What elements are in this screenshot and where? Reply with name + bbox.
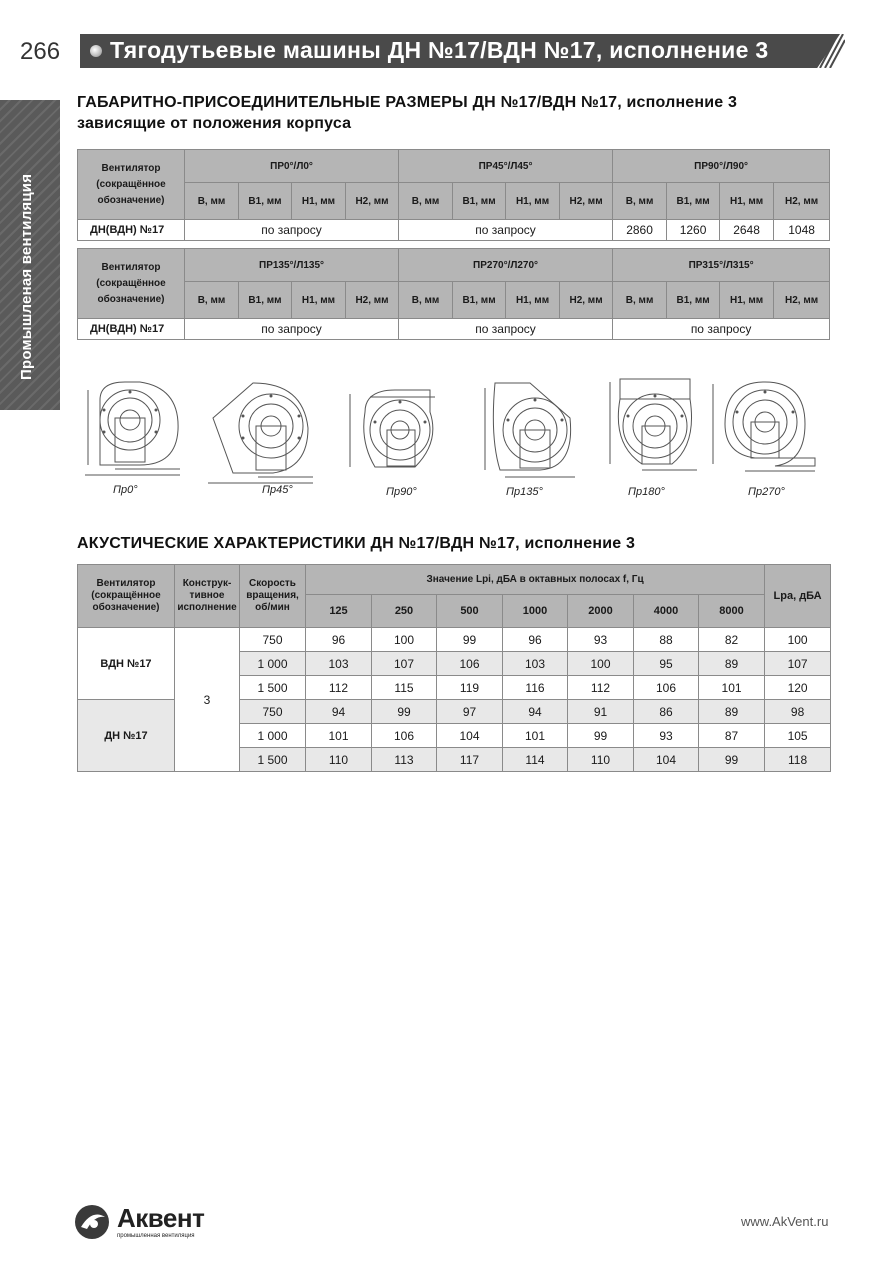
lpi-value: 82 [699,628,765,652]
diagram-caption: Пр0° [113,484,138,496]
lpi-value: 103 [306,652,372,676]
subcol-header: В1, мм [239,183,292,220]
lpi-value: 101 [699,676,765,700]
band-header: 250 [372,595,437,628]
subcol-header: В, мм [613,282,667,319]
fan-housing-pr270-icon [705,374,825,480]
speed-value: 1 500 [240,748,306,772]
fan-housing-pr180-icon [602,374,702,480]
subcol-header: Н2, мм [346,282,399,319]
lpi-value: 103 [503,652,568,676]
lpi-value: 99 [699,748,765,772]
band-header: 125 [306,595,372,628]
diagram-caption: Пр270° [748,486,785,498]
page-header [0,34,893,70]
lpi-value: 119 [437,676,503,700]
lpa-value: 98 [765,700,831,724]
subcol-header: Н1, мм [292,282,346,319]
fan-housing-pr45-icon [203,378,323,488]
lpi-value: 116 [503,676,568,700]
fan-name: ВДН №17 [78,628,175,700]
logo-name: Аквент [117,1203,205,1233]
subcol-header: Н1, мм [506,183,560,220]
lpa-value: 120 [765,676,831,700]
diagram-caption: Пр45° [262,484,293,496]
subcol-header: Н2, мм [560,183,613,220]
lpa-value: 105 [765,724,831,748]
bullet-icon [90,45,102,57]
diagram-caption: Пр135° [506,486,543,498]
subcol-header: Н2, мм [774,282,830,319]
lpi-value: 86 [634,700,699,724]
lpi-value: 106 [437,652,503,676]
lpi-value: 97 [437,700,503,724]
dimension-cell: по запросу [185,220,399,241]
dimension-value: 1048 [774,220,830,241]
lpi-value: 88 [634,628,699,652]
dimension-cell: по запросу [185,319,399,340]
stripes-icon [800,34,845,68]
lpi-value: 93 [568,628,634,652]
page-number: 266 [20,38,61,65]
subcol-header: Н2, мм [346,183,399,220]
execution-value: 3 [175,628,240,772]
subcol-header: В, мм [185,282,239,319]
lpi-value: 99 [437,628,503,652]
speed-value: 750 [240,700,306,724]
lpi-value: 87 [699,724,765,748]
side-tab-label: Промышленая вентиляция [18,173,35,380]
subcol-header: В1, мм [453,183,506,220]
dimension-value: 2860 [613,220,667,241]
lpi-value: 112 [306,676,372,700]
dimensions-title: ГАБАРИТНО-ПРИСОЕДИНИТЕЛЬНЫЕ РАЗМЕРЫ ДН №17/ВДН №17, исполнение 3 [77,94,738,111]
lpa-value: 107 [765,652,831,676]
lpi-value: 91 [568,700,634,724]
subcol-header: Н1, мм [720,183,774,220]
bands-header: Значение Lpi, дБА в октавных полосах f, Гц [306,565,765,595]
speed-value: 1 500 [240,676,306,700]
lpi-value: 101 [306,724,372,748]
fan-header: Вентилятор (сокращённое обозначение) [78,249,185,319]
lpi-value: 99 [372,700,437,724]
position-header: ПР90°/Л90° [613,150,830,183]
lpi-value: 115 [372,676,437,700]
table-row [78,628,831,652]
band-header: 1000 [503,595,568,628]
band-header: 4000 [634,595,699,628]
lpi-value: 100 [372,628,437,652]
position-header: ПР270°/Л270° [399,249,613,282]
position-header: ПР135°/Л135° [185,249,399,282]
lpi-value: 96 [306,628,372,652]
lpi-value: 99 [568,724,634,748]
band-header: 500 [437,595,503,628]
subcol-header: Н1, мм [720,282,774,319]
lpa-value: 118 [765,748,831,772]
fan-header: Вентилятор (сокращённое обозначение) [78,150,185,220]
subcol-header: Н2, мм [560,282,613,319]
lpi-value: 89 [699,652,765,676]
lpa-value: 100 [765,628,831,652]
fan-housing-pr0-icon [80,370,190,480]
subcol-header: В, мм [399,282,453,319]
lpi-value: 100 [568,652,634,676]
lpi-value: 93 [634,724,699,748]
dimensions-table-2 [77,248,830,340]
speed-value: 1 000 [240,724,306,748]
speed-value: 750 [240,628,306,652]
subcol-header: Н1, мм [506,282,560,319]
dimensions-subtitle: зависящие от положения корпуса [77,115,352,132]
lpi-value: 101 [503,724,568,748]
lpi-value: 94 [306,700,372,724]
fan-housing-pr135-icon [480,378,580,484]
band-header: 2000 [568,595,634,628]
position-header: ПР45°/Л45° [399,150,613,183]
fan-name: ДН(ВДН) №17 [78,220,185,241]
position-header: ПР0°/Л0° [185,150,399,183]
dimension-cell: по запросу [613,319,830,340]
execution-header: Конструк- тивное исполнение [175,565,240,628]
lpi-value: 89 [699,700,765,724]
lpi-value: 106 [372,724,437,748]
lpi-value: 106 [634,676,699,700]
subcol-header: В, мм [185,183,239,220]
fan-name: ДН(ВДН) №17 [78,319,185,340]
dimension-cell: по запросу [399,319,613,340]
dimension-cell: по запросу [399,220,613,241]
fan-header: Вентилятор (сокращённое обозначение) [78,565,175,628]
band-header: 8000 [699,595,765,628]
subcol-header: В1, мм [239,282,292,319]
lpi-value: 104 [634,748,699,772]
dimension-value: 1260 [667,220,720,241]
speed-value: 1 000 [240,652,306,676]
lpi-value: 114 [503,748,568,772]
website-link[interactable]: www.AkVent.ru [741,1214,829,1229]
diagram-caption: Пр180° [628,486,665,498]
lpi-value: 113 [372,748,437,772]
lpi-value: 104 [437,724,503,748]
lpa-header: Lpa, дБА [765,565,831,628]
lpi-value: 117 [437,748,503,772]
lpi-value: 96 [503,628,568,652]
company-logo [73,1203,233,1243]
subcol-header: В1, мм [667,282,720,319]
lpi-value: 110 [306,748,372,772]
lpi-value: 94 [503,700,568,724]
position-header: ПР315°/Л315° [613,249,830,282]
dimensions-table-1 [77,149,830,241]
acoustic-table [77,564,831,772]
akvent-logo-icon [73,1203,111,1241]
lpi-value: 112 [568,676,634,700]
subcol-header: В, мм [613,183,667,220]
lpi-value: 110 [568,748,634,772]
fan-name: ДН №17 [78,700,175,772]
page-title: Тягодутьевые машины ДН №17/ВДН №17, исполнение 3 [110,37,769,63]
subcol-header: В, мм [399,183,453,220]
speed-header: Скорость вращения, об/мин [240,565,306,628]
subcol-header: В1, мм [453,282,506,319]
subcol-header: В1, мм [667,183,720,220]
lpi-value: 95 [634,652,699,676]
fan-housing-pr90-icon [345,382,445,482]
lpi-value: 107 [372,652,437,676]
diagram-caption: Пр90° [386,486,417,498]
acoustic-title: АКУСТИЧЕСКИЕ ХАРАКТЕРИСТИКИ ДН №17/ВДН №17, исполнение 3 [77,535,636,552]
logo-subtitle: промышленная вентиляция [117,1233,195,1239]
subcol-header: Н2, мм [774,183,830,220]
subcol-header: Н1, мм [292,183,346,220]
dimension-value: 2648 [720,220,774,241]
